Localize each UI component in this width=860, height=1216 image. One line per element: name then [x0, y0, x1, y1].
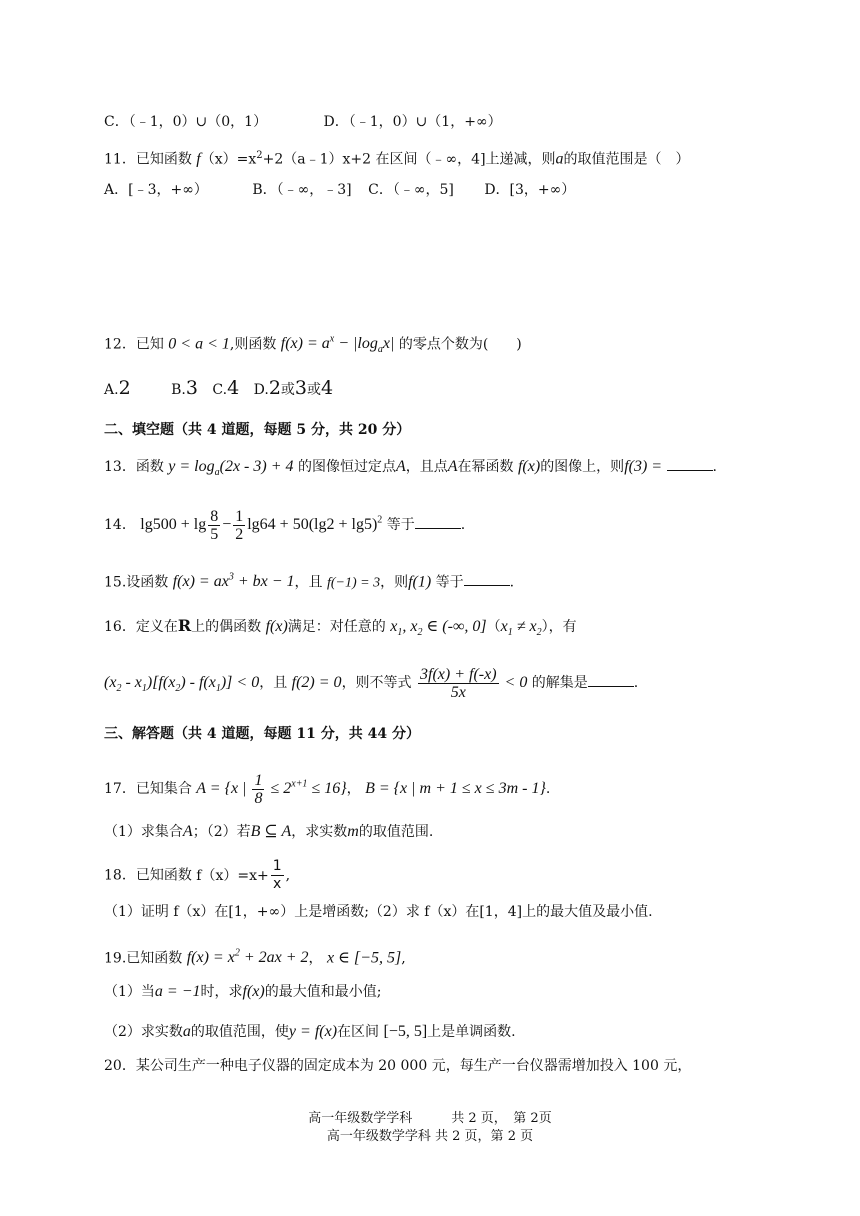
q12-option-a: A.2 [104, 377, 131, 399]
q19-stem: 19.已知函数 $f(x) = x^2 + 2ax + 2$， x ∈ [−5, 5], [104, 948, 406, 967]
q11-stem: 11．已知函数 $f(x)=x^2+2(a﹣1)x+2$ 在区间（﹣∞，4]上递减，则a的取值范围是（ ） [104, 150, 690, 168]
q11-options [104, 180, 575, 200]
q12-stem-mid: ,则函数 [229, 336, 277, 353]
q12-stem [104, 330, 522, 361]
q14: 14． lg500 + lg $\frac{8}{5}$ − $\frac{1}{2}$ $\lg 64 + 50(\lg 2 + \lg 5)^2$ 等于 . [104, 508, 466, 543]
q18-subquestions: （1）证明 f（x）在[1，+∞）上是增函数;（2）求 f（x）在[1，4]上的最大值及最小值. [104, 904, 653, 920]
q11-stem-pre: 11．已知函数 [104, 151, 192, 168]
q15-function-expr: $f(x) = ax^3$ + bx − 1 [172, 572, 295, 591]
q12-function-expr: $f(x) = a^x - |\log_ax|$ [280, 334, 395, 356]
q13-function-expr: $y = \log_a(2x - 3) + 4$ [168, 458, 294, 479]
q11-option-a: A．[﹣3，+∞） [104, 182, 208, 198]
q15: 15.设函数 $f(x) = ax^3$ + bx − 1，且 f(−1) = 3，则f(1) 等于 . [104, 572, 515, 591]
section-fill-in-heading: 二、填空题（共 4 道题，每题 5 分，共 20 分） [104, 422, 411, 438]
q18-function-expr: f（x）=x+ $\frac{1}{x}$ [196, 858, 282, 892]
q14-answer-blank[interactable] [415, 514, 461, 529]
q16-line2: $(x_2 - x_1)[f(x_2) - f(x_1)] < 0$，且 f(2) = 0，则不等式 $\frac{3f(x) + f(-x)}{5x}$ < 0 的解集是 . [104, 666, 639, 701]
q10-options [104, 112, 502, 132]
section-solution-heading: 三、解答题（共 4 道题，每题 11 分，共 44 分） [104, 726, 420, 742]
q12-options [104, 378, 333, 400]
q11-option-d: D．[3，+∞） [484, 182, 576, 198]
q12-condition: 0 < a < 1 [168, 335, 230, 353]
q16-line1: 16．定义在R上的偶函数 f(x)满足：对任意的 $x_1$, $x_2$ ∈ (-∞, $0](x_1 \ne x_2)$，有 [104, 616, 577, 639]
q19-sub1: （1）当a = −1时，求f(x)的最大值和最小值; [104, 983, 382, 1000]
q19-sub2: （2）求实数a的取值范围，使y = f(x)在区间 [−5, 5]上是单调函数. [104, 1023, 516, 1040]
q12-option-b: B.3 [171, 377, 198, 399]
q11-function-expr: f [196, 150, 201, 168]
page-footer-line1: 高一年级数学学科 共 2 页， 第 2页 [308, 1111, 552, 1126]
q13: 13．函数 $y = \log_a(2x - 3) + 4$ 的图像恒过定点A，且点A在幂函数 f(x)的图像上，则f(3) = . [104, 458, 717, 479]
q20-stem: 20．某公司生产一种电子仪器的固定成本为 20 000 元，每生产一台仪器需增加投入 100 元， [104, 1058, 692, 1074]
q13-answer-blank[interactable] [667, 456, 713, 471]
q17-subquestions: （1）求集合A；（2）若B ⊆ A，求实数m的取值范围. [104, 823, 434, 840]
q19-function-expr: $f(x) = x^2 + 2ax + 2$ [186, 948, 309, 967]
q17-set-b: B = {x | m + 1 ≤ x ≤ 3m - 1} [365, 780, 546, 798]
q12-stem-post: 的零点个数为( ) [398, 336, 522, 353]
q16-answer-blank[interactable] [588, 672, 634, 687]
q11-stem-mid: 在区间（﹣∞，4]上递减，则 [375, 151, 556, 168]
q12-option-c: C.4 [212, 377, 240, 399]
q12-option-d: D.2或3或4 [253, 377, 334, 399]
q18-stem: 18．已知函数 f（x）=x+ $\frac{1}{x}$ , [104, 858, 291, 892]
q15-answer-blank[interactable] [464, 571, 510, 586]
q12-stem-pre: 12．已知 [104, 336, 164, 353]
q10-option-c: C．（﹣1，0）∪（0，1） [104, 114, 268, 130]
q17-set-a: A = {x | $\frac{1}{8}$ ≤ $2^{x+1} \le 16$} [196, 772, 347, 807]
q11-option-c: C．（﹣∞，5] [368, 182, 454, 198]
q11-option-b: B．（﹣∞，﹣3] [252, 182, 352, 198]
q10-option-d: D．（﹣1，0）∪（1，+∞） [323, 114, 502, 130]
q17-stem: 17．已知集合 A = {x | $\frac{1}{8}$ ≤ $2^{x+1} \le 16$}， B = {x | m + 1 ≤ x ≤ 3m - 1}. [104, 772, 551, 807]
page-footer-line2: 高一年级数学学科 共 2 页，第 2 页 [326, 1129, 534, 1144]
q14-expression: lg500 + lg $\frac{8}{5}$ − $\frac{1}{2}$ $\lg 64 + 50(\lg 2 + \lg 5)^2$ [140, 508, 383, 543]
q11-stem-post: 的取值范围是（ ） [563, 151, 690, 168]
